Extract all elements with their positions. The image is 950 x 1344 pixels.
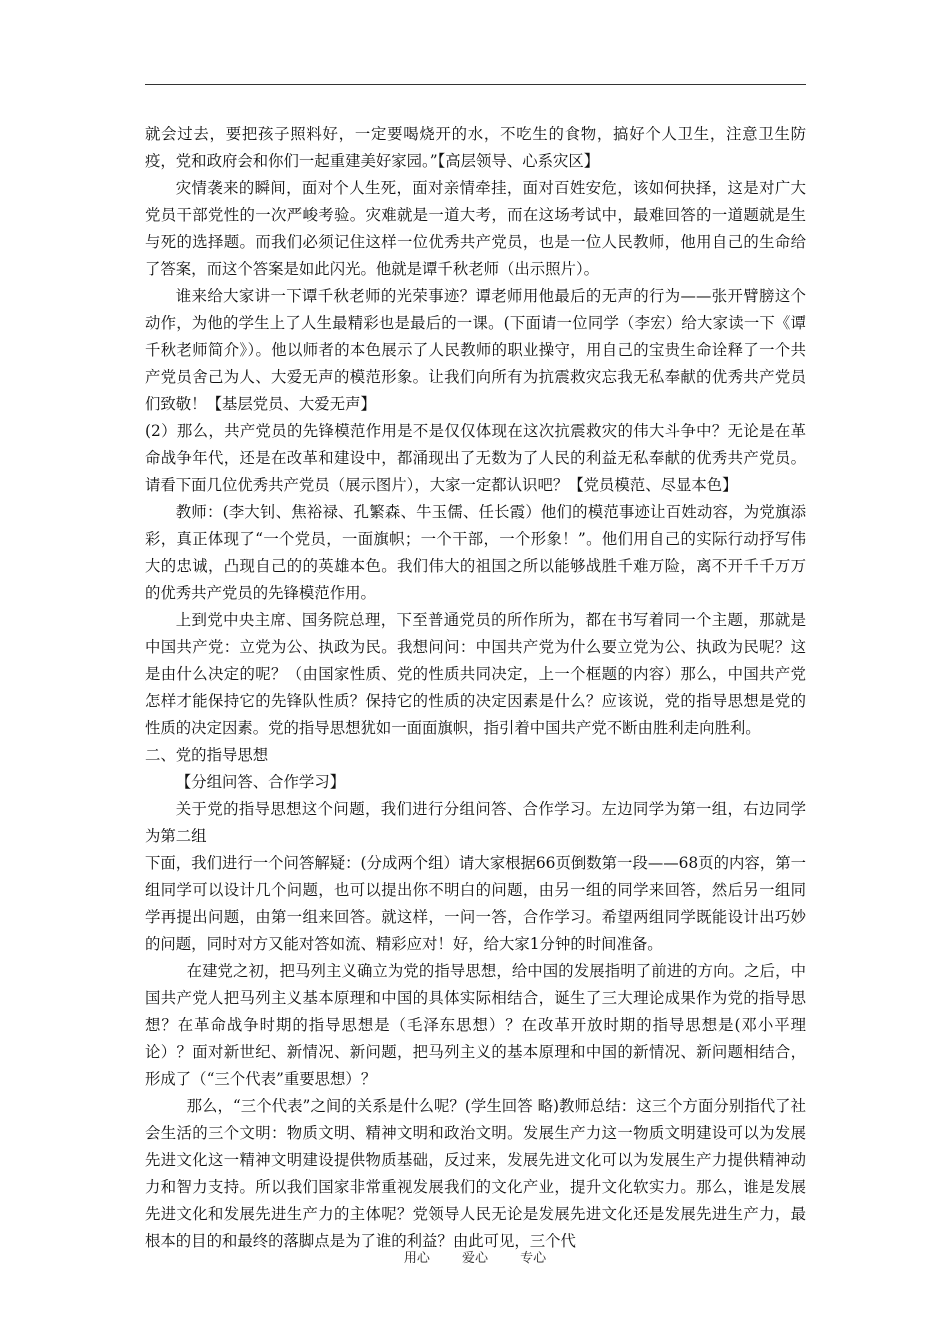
paragraph: 教师：(李大钊、焦裕禄、孔繁森、牛玉儒、任长霞）他们的模范事迹让百姓动容，为党旗添彩，真正体现了“一个党员，一面旗帜；一个干部，一个形象！”。他们用自己的实际行动抒写伟大的忠诚，凸现自己的的英雄本色。我们伟大的祖国之所以能够战胜千难万险，离不开千千万万的优秀共产党员的先锋模范作用。 xyxy=(145,503,806,602)
footer-item: 用心 xyxy=(403,1251,430,1266)
paragraph: 下面，我们进行一个问答解疑：(分成两个组）请大家根据66页倒数第一段——68页的内容，第一组同学可以设计几个问题，也可以提出你不明白的问题，由另一组的同学来回答，然后另一组同学再提出问题，由第一组来回答。就这样，一问一答，合作学习。希望两组同学既能设计出巧妙的问题，同时对方又能对答如流、精彩应对！好，给大家1分钟的时间准备。 xyxy=(145,854,806,953)
paragraph-continuation: 就会过去，要把孩子照料好，一定要喝烧开的水，不吃生的食物，搞好个人卫生，注意卫生防疫，党和政府会和你们一起重建美好家园。”【高层领导、心系灾区】 xyxy=(145,125,806,170)
paragraph: 谁来给大家讲一下谭千秋老师的光荣事迹？谭老师用他最后的无声的行为——张开臂膀这个动作，为他的学生上了人生最精彩也是最后的一课。(下面请一位同学（李宏）给大家读一下《谭千秋老师简介》）。他以师者的本色展示了人民教师的职业操守，用自己的宝贵生命诠释了一个共产党员舍己为人、大爱无声的模范形象。让我们向所有为抗震救灾忘我无私奉献的优秀共产党员们致敬！【基层党员、大爱无声】 xyxy=(145,287,806,413)
page-footer xyxy=(0,1247,950,1266)
paragraph: 关于党的指导思想这个问题，我们进行分组问答、合作学习。左边同学为第一组，右边同学为第二组 xyxy=(145,800,806,845)
footer-item: 专心 xyxy=(520,1251,547,1266)
header-rule xyxy=(145,84,806,85)
document-body xyxy=(145,121,806,1255)
paragraph: 灾情袭来的瞬间，面对个人生死，面对亲情牵挂，面对百姓安危，该如何抉择，这是对广大党员干部党性的一次严峻考验。灾难就是一道大考，而在这场考试中，最难回答的一道题就是生与死的选择题。而我们必须记住这样一位优秀共产党员，也是一位人民教师，他用自己的生命给了答案，而这个答案是如此闪光。他就是谭千秋老师（出示照片）。 xyxy=(145,179,806,278)
section-heading: 二、党的指导思想 xyxy=(145,746,269,764)
footer-item: 爱心 xyxy=(461,1251,488,1266)
paragraph: 上到党中央主席、国务院总理，下至普通党员的所作所为，都在书写着同一个主题，那就是中国共产党：立党为公、执政为民。我想问问：中国共产党为什么要立党为公、执政为民呢？这是由什么决定的呢？（由国家性质、党的性质共同决定，上一个框题的内容）那么，中国共产党怎样才能保持它的先锋队性质？保持它的性质的决定因素是什么？应该说，党的指导思想是党的性质的决定因素。党的指导思想犹如一面面旗帜，指引着中国共产党不断由胜利走向胜利。 xyxy=(145,611,806,737)
paragraph: (2）那么，共产党员的先锋模范作用是不是仅仅体现在这次抗震救灾的伟大斗争中？无论是在革命战争年代，还是在改革和建设中，都涌现出了无数为了人民的利益无私奉献的优秀共产党员。请看下面几位优秀共产党员（展示图片），大家一定都认识吧？【党员模范、尽显本色】 xyxy=(145,422,806,494)
paragraph: 那么，“三个代表”之间的关系是什么呢？(学生回答 略)教师总结：这三个方面分别指代了社会生活的三个文明：物质文明、精神文明和政治文明。发展生产力这一物质文明建设可以为发展先进文化这一精神文明建设提供物质基础，反过来，发展先进文化可以为发展生产力提供精神动力和智力支持。所以我们国家非常重视发展我们的文化产业，提升文化软实力。那么，谁是发展先进文化和发展先进生产力的主体呢？党领导人民无论是发展先进文化还是发展先进生产力，最根本的目的和最终的落脚点是为了谁的利益？由此可见，三个代 xyxy=(145,1097,806,1250)
activity-label: 【分组问答、合作学习】 xyxy=(175,773,346,791)
paragraph: 在建党之初，把马列主义确立为党的指导思想，给中国的发展指明了前进的方向。之后，中国共产党人把马列主义基本原理和中国的具体实际相结合，诞生了三大理论成果作为党的指导思想？在革命战争时期的指导思想是（毛泽东思想）？在改革开放时期的指导思想是(邓小平理论）？面对新世纪、新情况、新问题，把马列主义的基本原理和中国的新情况、新问题相结合，形成了（“三个代表”重要思想）？ xyxy=(145,962,806,1088)
